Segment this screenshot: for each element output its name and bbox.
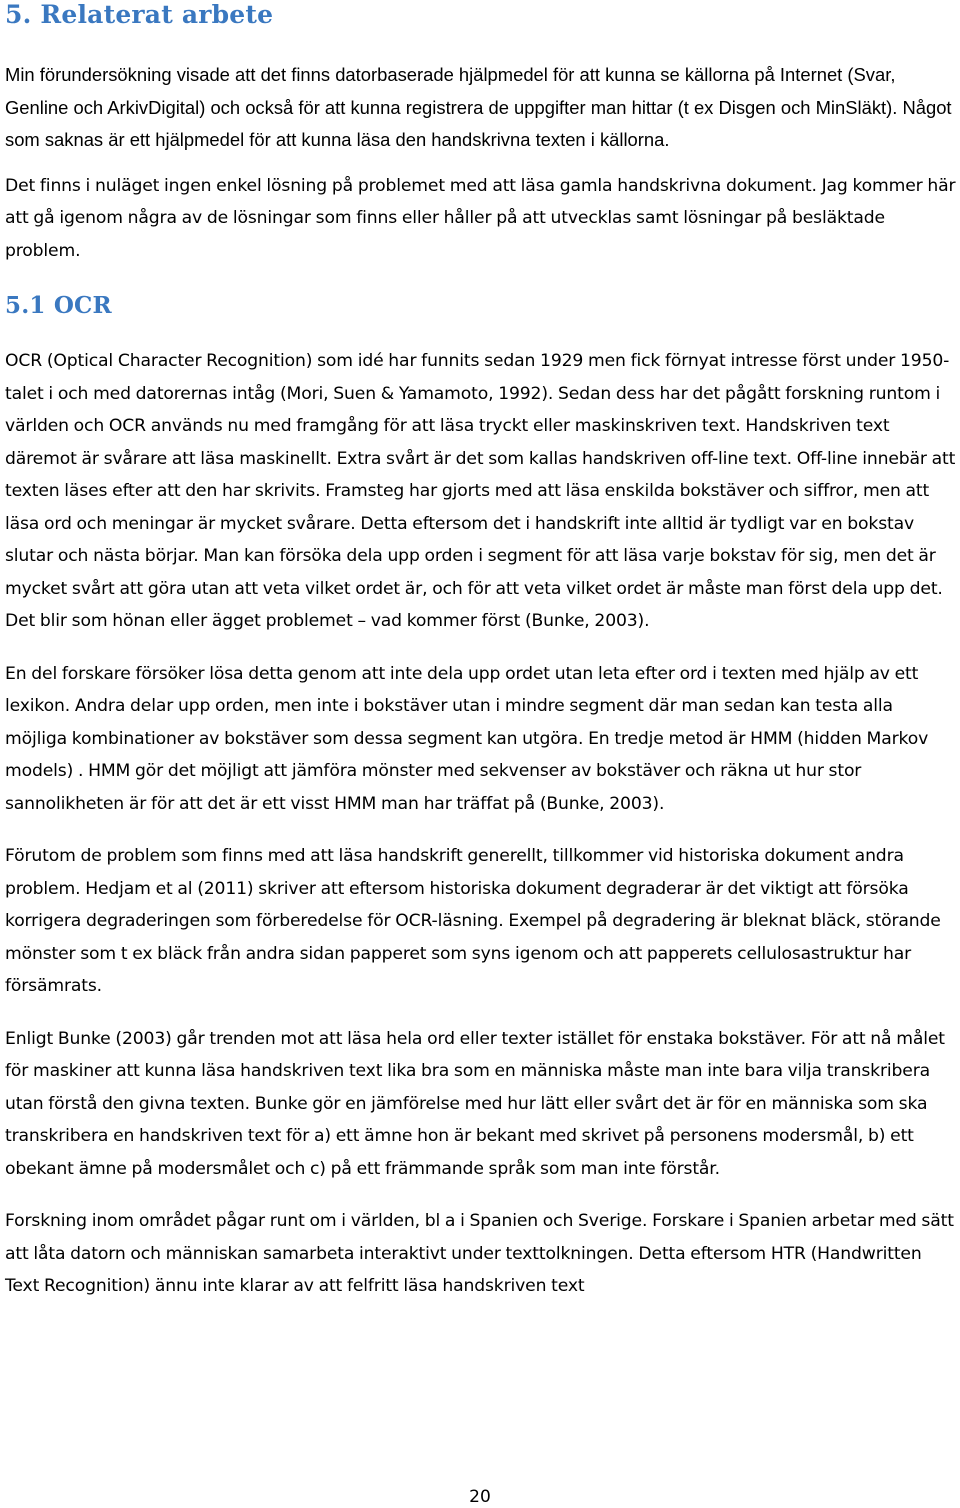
ocr-paragraph-5: Forskning inom området pågar runt om i världen, bl a i Spanien och Sverige. Forskare i Spanien arbetar med sätt att låta datorn och människan samarbeta interaktivt under texttolkningen. Detta eftersom HTR (Handwritten Text Recognition) ännu inte klarar av att felfritt läsa handskriven text: [5, 1211, 954, 1296]
ocr-paragraph-2: En del forskare försöker lösa detta genom att inte dela upp ordet utan leta efter ord i texten med hjälp av ett lexikon. Andra delar upp orden, men inte i bokstäver utan i mindre segment där man sedan kan testa alla möjliga kombinationer av bokstäver som dessa segment kan utgöra. En tredje metod är HMM (hidden Markov models) . HMM gör det möjligt att jämföra mönster med sekvenser av bokstäver och räkna ut hur stor sannolikheten är för att det är ett visst HMM man har träffat på (Bunke, 2003).: [5, 663, 929, 814]
document-page: [5, 0, 957, 1303]
ocr-paragraph-4: Enligt Bunke (2003) går trenden mot att läsa hela ord eller texter istället för enstaka bokstäver. För att nå målet för maskiner att kunna läsa handskriven text lika bra som en människa måste man inte bara vilja transkribera utan förstå den givna texten. Bunke gör en jämförelse med hur lätt eller svårt det är för en människa som ska transkribera en handskriven text för a) ett ämne hon är bekant med skrivet på personens modersmål, b) ett obekant ämne på modersmålet och c) på ett främmande språk som man inte förstår.: [5, 1028, 945, 1179]
section-heading: 5.1 OCR: [5, 292, 112, 319]
ocr-paragraph-1: OCR (Optical Character Recognition) som idé har funnits sedan 1929 men fick förnyat intresse först under 1950-talet i och med datorernas intåg (Mori, Suen & Yamamoto, 1992). Sedan dess har det pågått forskning runtom i världen och OCR används nu med framgång för att läsa tryckt eller maskinskriven text. Handskriven text däremot är svårare att läsa maskinellt. Extra svårt är det som kallas handskriven off-line text. Off-line innebär att texten läses efter att den har skrivits. Framsteg har gjorts med att läsa enskilda bokstäver och siffror, men att läsa ord och meningar är mycket svårare. Detta eftersom det i handskrift inte alltid är tydligt var en bokstav slutar och nästa börjar. Man kan försöka dela upp orden i segment för att läsa varje bokstav för sig, men det är mycket svårt att göra utan att veta vilket ordet är, och för att veta vilket ordet är måste man först dela upp det. Det blir som hönan eller ägget problemet – vad kommer först (Bunke, 2003).: [5, 351, 956, 631]
ocr-paragraph-3: Förutom de problem som finns med att läsa handskrift generellt, tillkommer vid historiska dokument andra problem. Hedjam et al (2011) skriver att eftersom historiska dokument degraderar är det viktigt att försöka korrigera degraderingen som förberedelse för OCR-läsning. Exempel på degradering är bleknat bläck, störande mönster som t ex bläck från andra sidan papperet som syns igenom och att papperets cellulosastruktur har försämrats.: [5, 846, 941, 996]
page-number: 20: [469, 1487, 491, 1507]
intro-paragraph-2: Det finns i nuläget ingen enkel lösning på problemet med att läsa gamla handskrivna dokument. Jag kommer här att gå igenom några av de lösningar som finns eller håller på att utvecklas samt lösningar på besläktade problem.: [5, 175, 956, 261]
chapter-heading: 5. Relaterat arbete: [5, 0, 274, 29]
intro-paragraph-1: Min förundersökning visade att det finns datorbaserade hjälpmedel för att kunna se källorna på Internet (Svar, Genline och ArkivDigital) och också för att kunna registrera de uppgifter man hittar (t ex Disgen och MinSläkt). Något som saknas är ett hjälpmedel för att kunna läsa den handskrivna texten i källorna.: [5, 64, 952, 150]
